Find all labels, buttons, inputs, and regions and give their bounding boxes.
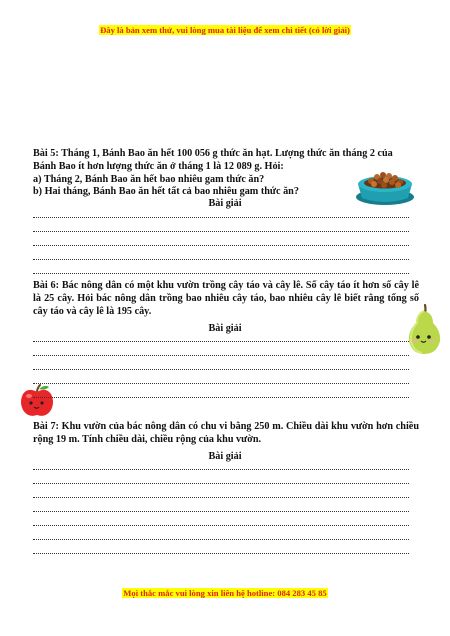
problem-5-line: Bài 5: Tháng 1, Bánh Bao ăn hết 100 056 g thức ăn hạt. Lượng thức ăn tháng 2 của — [33, 148, 393, 159]
answer-line[interactable] — [33, 397, 409, 398]
problem-6-line: Bài 6: Bác nông dân có một khu vườn trồng cây táo và cây lê. Số cây táo ít hơn số cây — [33, 280, 409, 291]
answer-line[interactable] — [33, 525, 409, 526]
answer-line[interactable] — [33, 511, 409, 512]
pear-icon — [404, 303, 444, 355]
preview-notice-text: Đây là bản xem thử, vui lòng mua tài liệu để xem chi tiết (có lời giải) — [100, 25, 350, 35]
solution-heading: Bài giải — [208, 323, 242, 334]
hotline-notice — [0, 588, 450, 598]
answer-line[interactable] — [33, 369, 409, 370]
problem-6-line: lê là 25 cây. Hỏi bác nông dân trồng bao nhiêu cây táo, bao nhiêu cây lê biết rằng — [33, 280, 419, 304]
answer-line[interactable] — [33, 259, 409, 260]
answer-line[interactable] — [33, 469, 409, 470]
answer-line[interactable] — [33, 341, 409, 342]
hotline-notice-text: Mọi thắc mắc vui lòng xin liên hệ hotline: 084 283 45 85 — [123, 588, 327, 598]
solution-heading: Bài giải — [208, 451, 242, 462]
problem-6-text — [33, 280, 419, 318]
answer-line[interactable] — [33, 497, 409, 498]
problem-6-line: tổng số cây táo và cây lê là 195 cây. — [33, 292, 419, 317]
answer-line[interactable] — [33, 245, 409, 246]
answer-line[interactable] — [33, 231, 409, 232]
problem-5-line: a) Tháng 2, Bánh Bao ăn hết bao nhiêu gam thức ăn? — [33, 173, 265, 185]
answer-line[interactable] — [33, 217, 409, 218]
answer-line[interactable] — [33, 355, 409, 356]
problem-7-line: chiều rộng 19 m. Tính chiều dài, chiều rộng của khu vườn. — [33, 421, 419, 445]
problem-7-line: Bài 7: Khu vườn của bác nông dân có chu vi bằng 250 m. Chiều dài khu vườn hơn — [33, 421, 394, 432]
solution-heading: Bài giải — [208, 198, 242, 209]
problem-5-line: Bánh Bao ít hơn lượng thức ăn ở tháng 1 là 12 089 g. Hỏi: — [33, 160, 284, 172]
pet-food-bowl-icon — [354, 164, 416, 206]
problem-7-text — [33, 421, 419, 447]
answer-line[interactable] — [33, 539, 409, 540]
answer-line[interactable] — [33, 273, 409, 274]
answer-line[interactable] — [33, 553, 409, 554]
preview-notice — [0, 25, 450, 35]
problem-5-line: b) Hai tháng, Bánh Bao ăn hết tất cả bao nhiêu gam thức ăn? — [33, 186, 299, 198]
answer-line[interactable] — [33, 483, 409, 484]
answer-line[interactable] — [33, 383, 409, 384]
apple-icon — [18, 383, 56, 419]
